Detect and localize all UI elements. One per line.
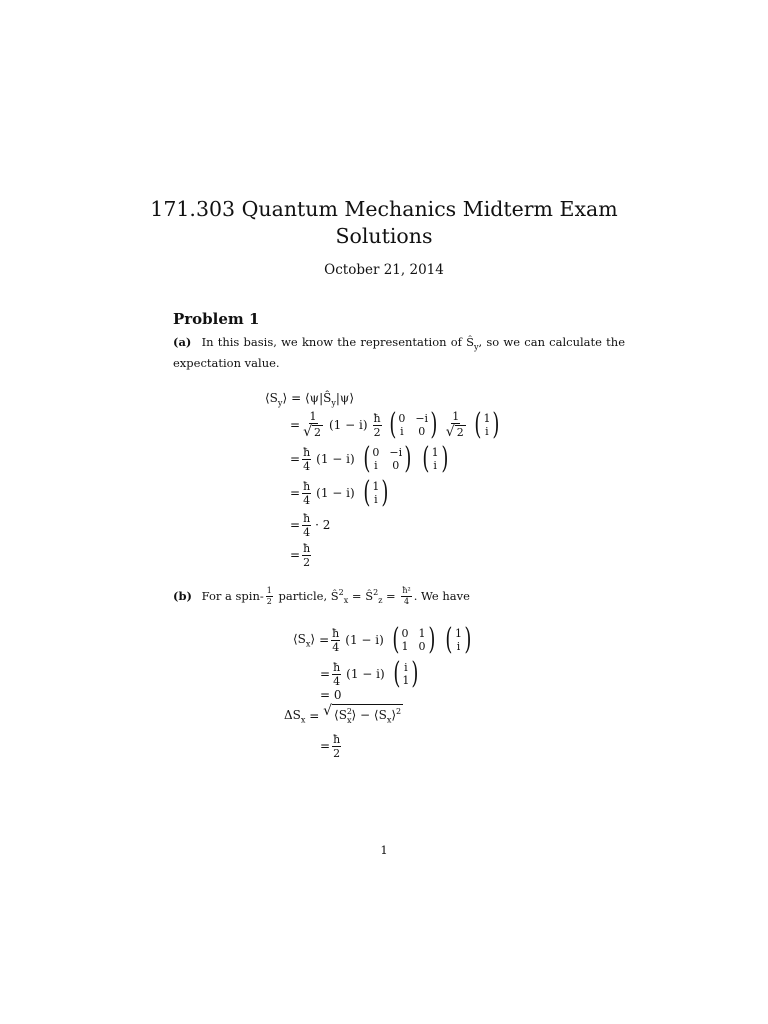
- eq-a-lhs: $⟨S_y⟩$: [265, 390, 288, 408]
- document-date: October 21, 2014: [324, 262, 444, 278]
- frac-1-over-sqrt2-b: 1 √ 2: [445, 409, 464, 440]
- row-vector: (1 − i): [345, 633, 384, 647]
- eq-b-line-3: [320, 685, 342, 705]
- equals-sign: =: [290, 418, 301, 432]
- frac-1-over-sqrt2: 1 √ 2: [303, 409, 321, 440]
- equals-sign: =: [290, 486, 301, 500]
- eq-a-line-5: [290, 540, 313, 570]
- frac-one-half: $\frac{1}{2}$: [266, 586, 272, 607]
- eq-b-line-4: [284, 705, 403, 727]
- frac-hbar-over-2: $\frac{ħ}{2}$: [333, 732, 341, 760]
- matrix-sx: ( 0 1 1 0 ): [392, 622, 435, 657]
- frac-hbar-over-4: $\frac{ħ}{4}$: [332, 626, 340, 654]
- column-vector-i-1: ( i 1 ): [393, 656, 419, 691]
- equals-sign: =: [290, 548, 301, 562]
- frac-hbar2-over-4: $\frac{\text{ħ²}}{4}$: [402, 586, 411, 607]
- row-vector: (1 − i): [316, 452, 355, 466]
- row-vector: (1 − i): [328, 418, 368, 432]
- frac-hbar-over-4: $\frac{ħ}{4}$: [303, 479, 311, 507]
- row-vector: (1 − i): [346, 667, 385, 681]
- part-a-paragraph: [173, 334, 625, 371]
- eq-a-line-4: [290, 510, 330, 540]
- row-vector: (1 − i): [316, 486, 355, 500]
- equals-sign: =: [319, 633, 330, 647]
- eq-a-line-1: [290, 407, 505, 442]
- page-number: 1: [380, 843, 388, 857]
- equals-sign: =: [320, 667, 331, 681]
- column-vector-1-i: ( 1 i ): [363, 475, 389, 510]
- document-title: [0, 196, 768, 250]
- frac-hbar-over-4: $\frac{ħ}{4}$: [303, 511, 311, 539]
- part-a-sub: y: [474, 342, 479, 352]
- matrix-sy: ( 0 −i i 0 ): [388, 407, 438, 442]
- equals-sign: =: [290, 452, 301, 466]
- eq-a-line0-rhs: = $⟨\psi|Ŝ_y|\psi⟩$: [291, 390, 355, 408]
- part-a-text: In this basis, we know the representation of Ŝ: [201, 335, 474, 349]
- sqrt-variance: √ $⟨S^2_x⟩$ − $⟨S_x⟩^2$: [323, 704, 403, 727]
- eq-b-lhs: $⟨S_x⟩$: [293, 631, 316, 649]
- eq-b-line-1: [293, 622, 477, 657]
- times-two: · 2: [315, 518, 331, 532]
- column-vector-1-i: ( 1 i ): [474, 407, 500, 442]
- frac-hbar-over-2: $\frac{ħ}{2}$: [303, 541, 311, 569]
- part-b-label: (b): [173, 588, 192, 603]
- delta-sx: $\Delta S_x$: [284, 707, 306, 725]
- equals-sign: =: [320, 739, 331, 753]
- column-vector-1-i: ( 1 i ): [422, 441, 448, 476]
- matrix-sy: ( 0 −i i 0 ): [363, 441, 412, 476]
- frac-hbar-over-4: $\frac{ħ}{4}$: [333, 660, 341, 688]
- equals-sign: =: [290, 518, 301, 532]
- problem-1-heading: Problem 1: [173, 310, 260, 328]
- title-line-2: Solutions: [335, 224, 433, 248]
- part-a-label: (a): [173, 335, 192, 349]
- eq-b-line-5: [320, 731, 343, 761]
- equals-sign: =: [305, 709, 324, 723]
- frac-hbar-over-2: $\frac{ħ}{2}$: [373, 411, 381, 439]
- eq-a-line-2: [290, 441, 453, 476]
- eq-a-line-3: [290, 475, 394, 510]
- title-line-1: 171.303 Quantum Mechanics Midterm Exam: [150, 197, 618, 221]
- equals-zero: = 0: [320, 688, 342, 702]
- frac-hbar-over-4: $\frac{ħ}{4}$: [303, 445, 311, 473]
- column-vector-1-i: ( 1 i ): [445, 622, 472, 657]
- part-a-text-tail: , so we can calculate the expectation value.: [173, 335, 626, 371]
- part-b-paragraph: (b) For a spin- $\frac{1}{2}$ particle, $Ŝ^2_x$ = $Ŝ^2_z$ = $\frac{\text{ħ²}}{4}$ . We have: [173, 586, 470, 607]
